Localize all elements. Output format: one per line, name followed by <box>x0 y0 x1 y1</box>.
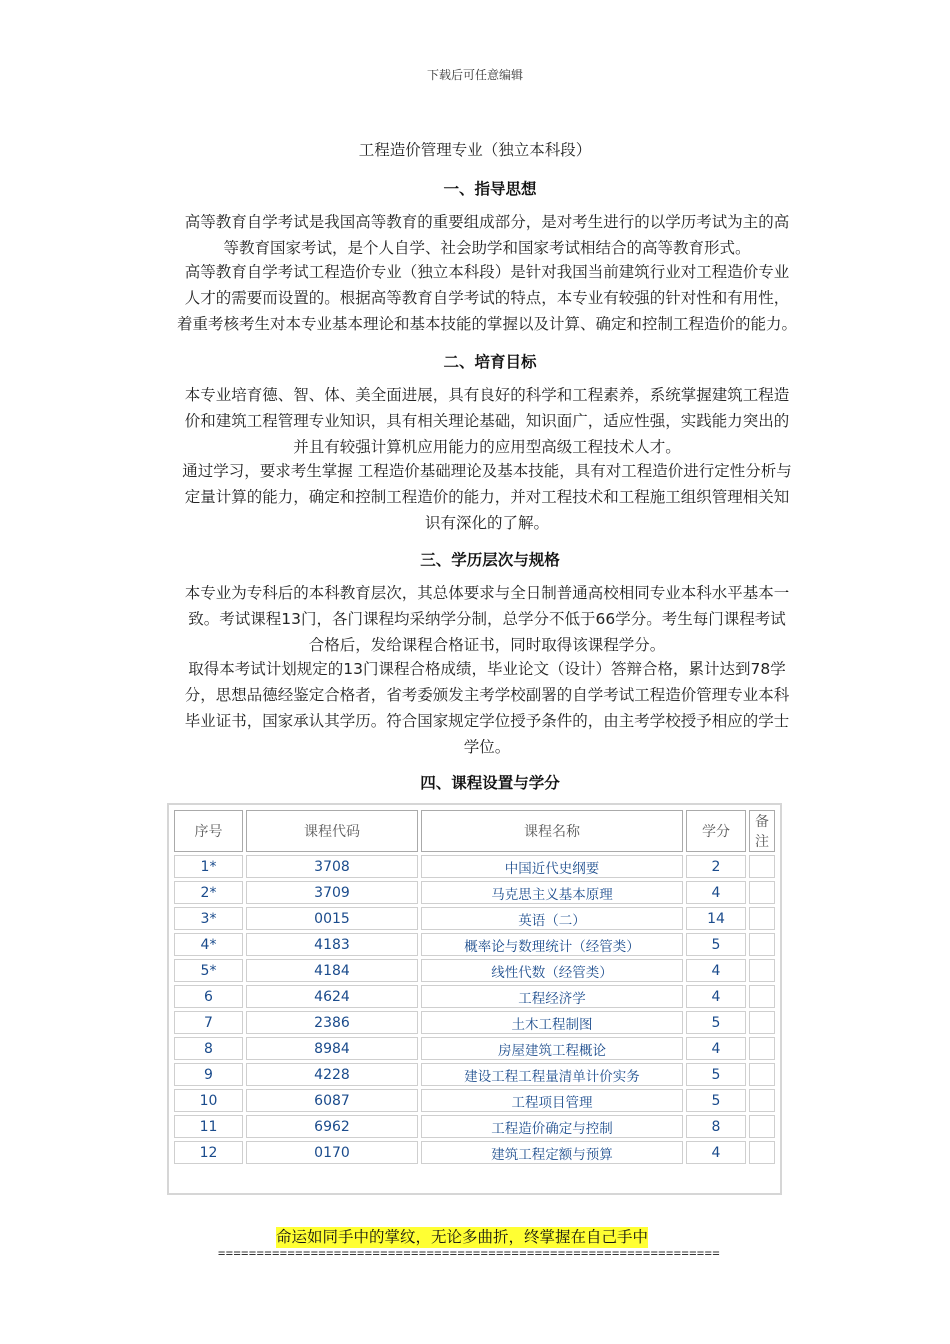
paragraph <box>144 382 830 460</box>
cell-credits: 8 <box>686 1115 746 1138</box>
column-header-name: 课程名称 <box>421 810 683 852</box>
paragraph-line: 通过学习，要求考生掌握 工程造价基础理论及基本技能，具有对工程造价进行定性分析与 <box>182 462 792 480</box>
cell-remarks <box>749 881 775 904</box>
cell-remarks <box>749 985 775 1008</box>
table-row <box>174 1063 775 1086</box>
cell-name: 工程项目管理 <box>421 1089 683 1112</box>
cell-seq: 2* <box>174 881 243 904</box>
paragraph-line: 并且有较强计算机应用能力的应用型高级工程技术人才。 <box>293 438 681 456</box>
cell-code: 4624 <box>246 985 418 1008</box>
paragraph-line: 学位。 <box>463 738 511 756</box>
paragraph <box>144 458 830 536</box>
cell-credits: 5 <box>686 1089 746 1112</box>
cell-seq: 6 <box>174 985 243 1008</box>
cell-remarks <box>749 1011 775 1034</box>
cell-name: 概率论与数理统计（经管类） <box>421 933 683 956</box>
cell-code: 0170 <box>246 1141 418 1164</box>
document-title: 工程造价管理专业（独立本科段） <box>358 141 592 159</box>
paragraph <box>144 580 830 658</box>
cell-name: 房屋建筑工程概论 <box>421 1037 683 1060</box>
table-row <box>174 855 775 878</box>
paragraph-line: 高等教育自学考试是我国高等教育的重要组成部分，是对考生进行的以学历考试为主的高 <box>184 213 790 231</box>
paragraph <box>144 656 830 760</box>
table-row <box>174 1141 775 1164</box>
cell-code: 0015 <box>246 907 418 930</box>
cell-name: 英语（二） <box>421 907 683 930</box>
cell-code: 6962 <box>246 1115 418 1138</box>
cell-remarks <box>749 855 775 878</box>
table-header-row <box>174 810 775 852</box>
cell-remarks <box>749 1063 775 1086</box>
table-row <box>174 1115 775 1138</box>
column-header-code: 课程代码 <box>246 810 418 852</box>
cell-seq: 9 <box>174 1063 243 1086</box>
cell-seq: 3* <box>174 907 243 930</box>
paragraph-line: 识有深化的了解。 <box>424 514 549 532</box>
cell-code: 2386 <box>246 1011 418 1034</box>
cell-name: 马克思主义基本原理 <box>421 881 683 904</box>
cell-code: 4228 <box>246 1063 418 1086</box>
paragraph-line: 本专业为专科后的本科教育层次，其总体要求与全日制普通高校相同专业本科水平基本一 <box>184 584 790 602</box>
paragraph-line: 致。考试课程13门，各门课程均采纳学分制，总学分不低于66学分。考生每门课程考试 <box>188 610 786 628</box>
section-heading-guiding-ideology: 一、指导思想 <box>443 180 537 198</box>
cell-seq: 11 <box>174 1115 243 1138</box>
cell-name: 中国近代史纲要 <box>421 855 683 878</box>
paragraph-line: 等教育国家考试，是个人自学、社会助学和国家考试相结合的高等教育形式。 <box>223 239 751 257</box>
paragraph <box>144 259 830 337</box>
cell-code: 6087 <box>246 1089 418 1112</box>
header-note: 下载后可任意编辑 <box>426 68 523 82</box>
cell-name: 土木工程制图 <box>421 1011 683 1034</box>
cell-name: 工程造价确定与控制 <box>421 1115 683 1138</box>
cell-seq: 5* <box>174 959 243 982</box>
paragraph-line: 着重考核考生对本专业基本理论和基本技能的掌握以及计算、确定和控制工程造价的能力。 <box>176 315 797 333</box>
cell-code: 4184 <box>246 959 418 982</box>
cell-seq: 4* <box>174 933 243 956</box>
table-row <box>174 985 775 1008</box>
paragraph-line: 本专业培育德、智、体、美全面进展，具有良好的科学和工程素养，系统掌握建筑工程造 <box>184 386 790 404</box>
cell-credits: 5 <box>686 1011 746 1034</box>
paragraph-line: 毕业证书，国家承认其学历。符合国家规定学位授予条件的，由主考学校授予相应的学士 <box>184 712 790 730</box>
cell-seq: 1* <box>174 855 243 878</box>
footer-divider: ================================================================= <box>218 1246 721 1260</box>
paragraph-line: 高等教育自学考试工程造价专业（独立本科段）是针对我国当前建筑行业对工程造价专业 <box>184 263 790 281</box>
cell-credits: 14 <box>686 907 746 930</box>
paragraph-line: 分，思想品德经鉴定合格者，省考委颁发主考学校副署的自学考试工程造价管理专业本科 <box>184 686 790 704</box>
cell-name: 建筑工程定额与预算 <box>421 1141 683 1164</box>
cell-remarks <box>749 1115 775 1138</box>
paragraph-line: 定量计算的能力，确定和控制工程造价的能力，并对工程技术和工程施工组织管理相关知 <box>184 488 790 506</box>
table-row <box>174 907 775 930</box>
cell-remarks <box>749 959 775 982</box>
cell-remarks <box>749 1141 775 1164</box>
cell-name: 建设工程工程量清单计价实务 <box>421 1063 683 1086</box>
cell-seq: 7 <box>174 1011 243 1034</box>
cell-code: 8984 <box>246 1037 418 1060</box>
paragraph <box>144 209 830 261</box>
course-table <box>167 803 782 1195</box>
cell-name: 线性代数（经管类） <box>421 959 683 982</box>
cell-remarks <box>749 1089 775 1112</box>
cell-credits: 5 <box>686 1063 746 1086</box>
cell-credits: 4 <box>686 959 746 982</box>
cell-remarks <box>749 907 775 930</box>
footer-motto: 命运如同手中的掌纹，无论多曲折，终掌握在自己手中 <box>276 1228 649 1246</box>
column-header-seq: 序号 <box>174 810 243 852</box>
cell-code: 3708 <box>246 855 418 878</box>
column-header-remarks: 备注 <box>749 810 775 852</box>
cell-remarks <box>749 1037 775 1060</box>
table-row <box>174 1089 775 1112</box>
cell-credits: 4 <box>686 881 746 904</box>
table-row <box>174 881 775 904</box>
section-heading-courses-credits: 四、课程设置与学分 <box>420 774 560 792</box>
paragraph-line: 人才的需要而设置的。根据高等教育自学考试的特点，本专业有较强的针对性和有用性， <box>184 289 790 307</box>
table-row <box>174 1037 775 1060</box>
table-row <box>174 959 775 982</box>
paragraph-line: 合格后，发给课程合格证书，同时取得该课程学分。 <box>308 636 666 654</box>
cell-seq: 10 <box>174 1089 243 1112</box>
section-heading-training-goals: 二、培育目标 <box>443 353 537 371</box>
cell-seq: 12 <box>174 1141 243 1164</box>
table-row <box>174 1011 775 1034</box>
cell-code: 3709 <box>246 881 418 904</box>
cell-name: 工程经济学 <box>421 985 683 1008</box>
course-table-grid <box>171 807 778 1167</box>
table-row <box>174 933 775 956</box>
cell-credits: 4 <box>686 1141 746 1164</box>
cell-credits: 2 <box>686 855 746 878</box>
paragraph-line: 取得本考试计划规定的13门课程合格成绩，毕业论文（设计）答辩合格，累计达到78学 <box>188 660 786 678</box>
section-heading-education-level: 三、学历层次与规格 <box>420 551 560 569</box>
cell-seq: 8 <box>174 1037 243 1060</box>
column-header-credits: 学分 <box>686 810 746 852</box>
cell-credits: 5 <box>686 933 746 956</box>
cell-code: 4183 <box>246 933 418 956</box>
cell-credits: 4 <box>686 985 746 1008</box>
cell-remarks <box>749 933 775 956</box>
cell-credits: 4 <box>686 1037 746 1060</box>
paragraph-line: 价和建筑工程管理专业知识，具有相关理论基础，知识面广，适应性强，实践能力突出的 <box>184 412 790 430</box>
